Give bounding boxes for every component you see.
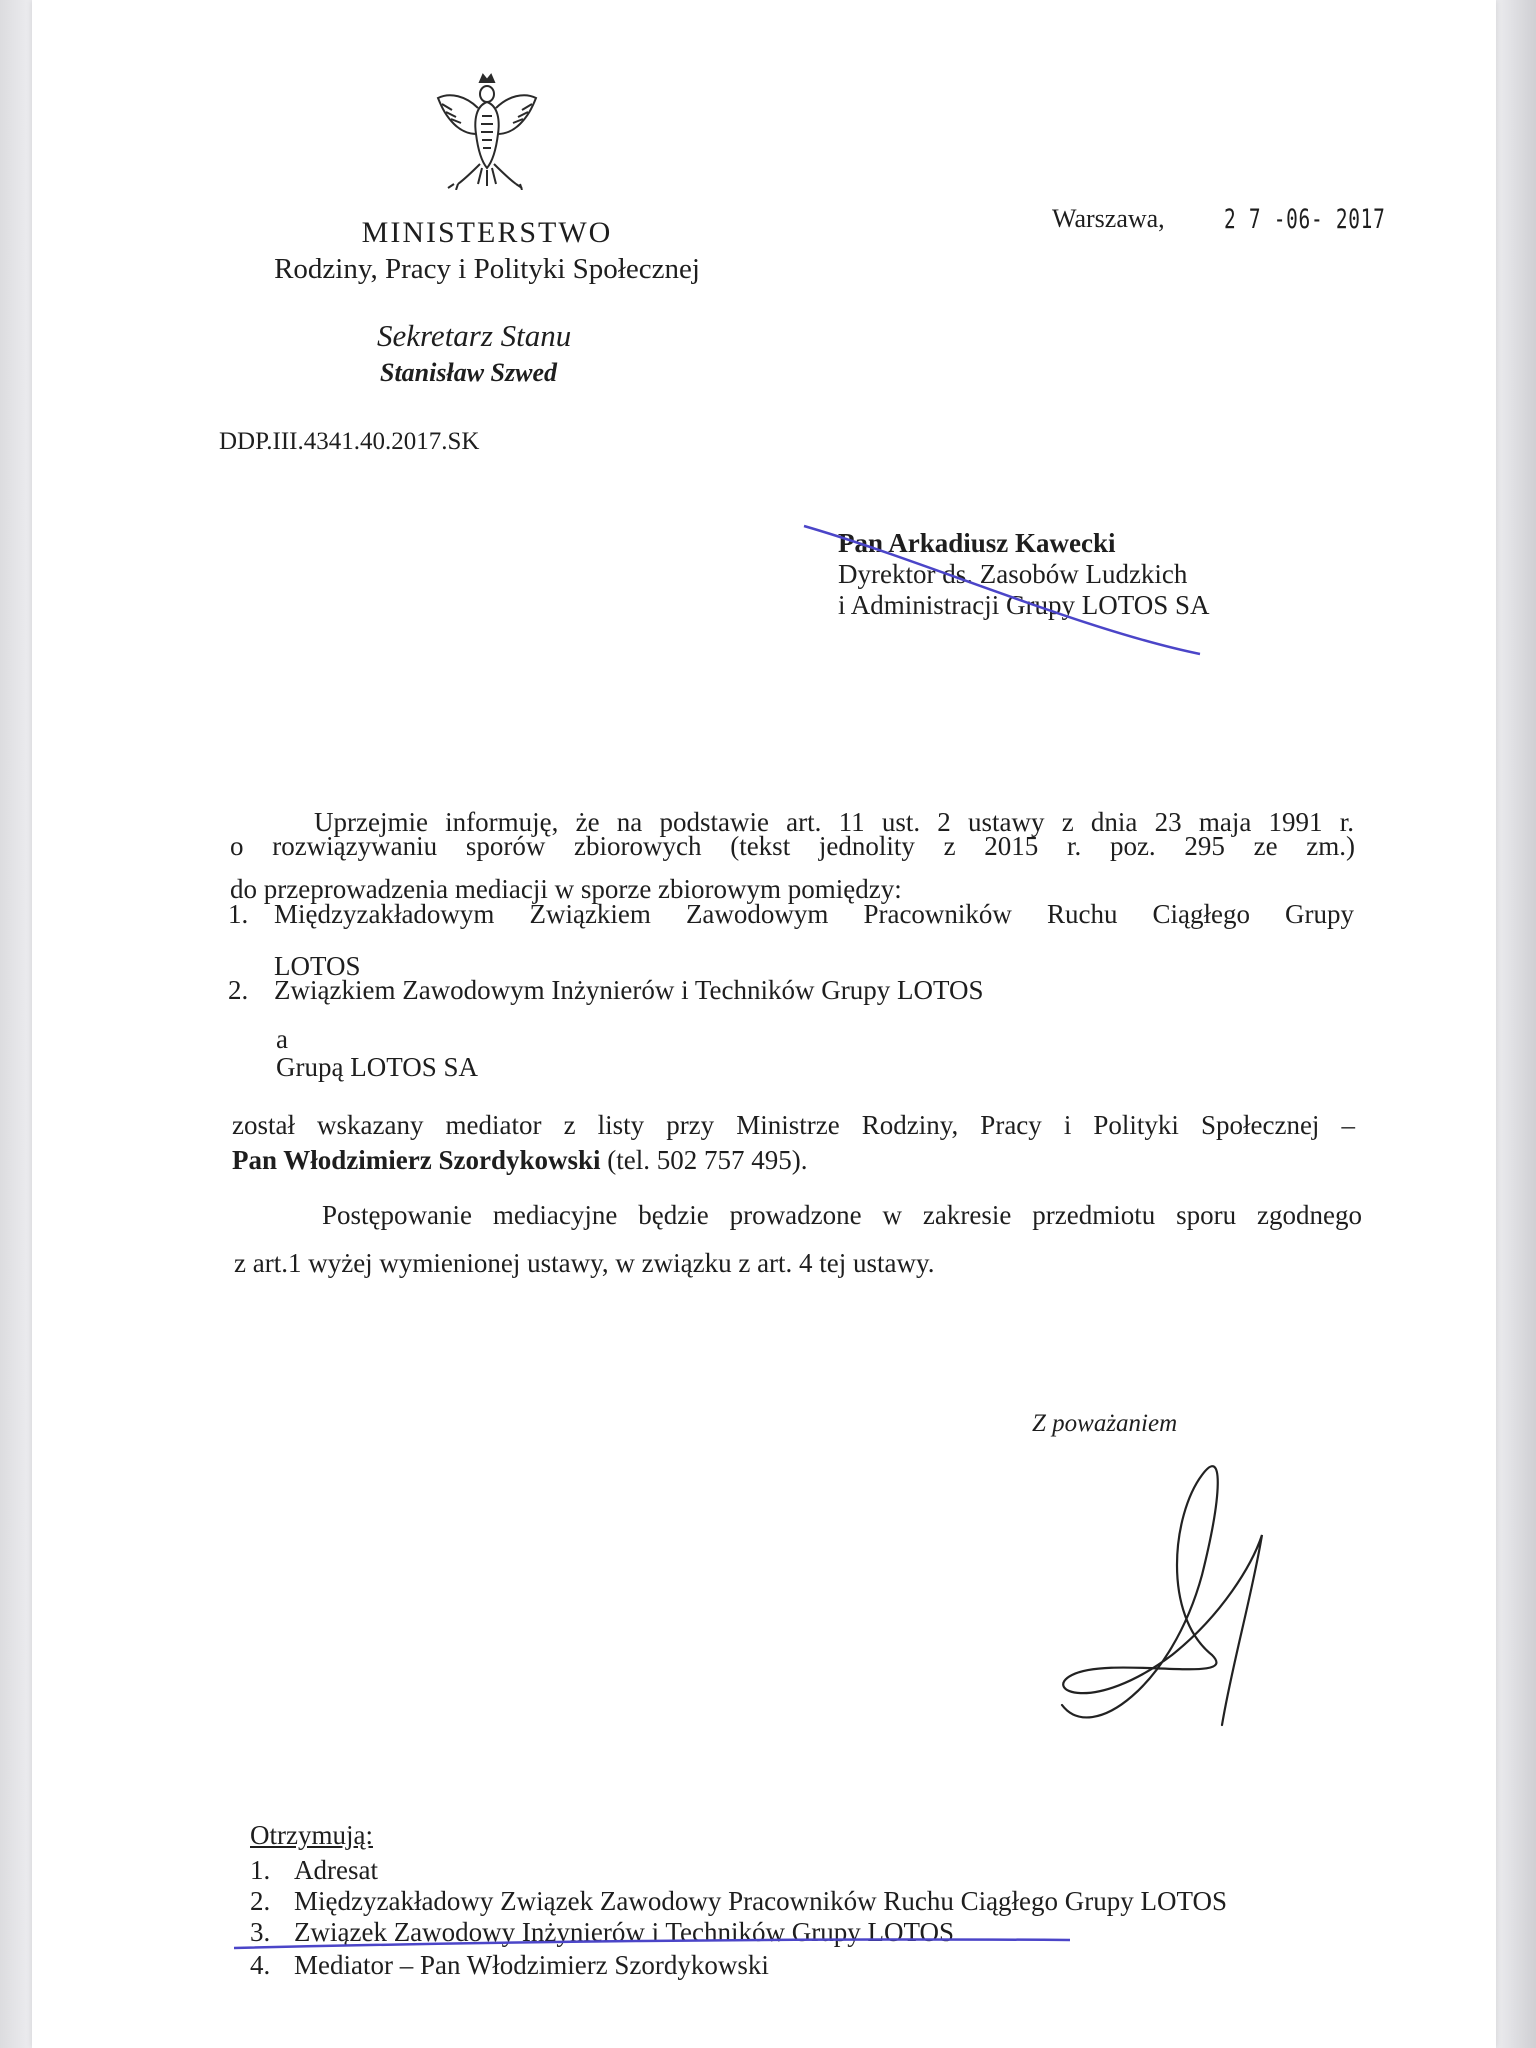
list-item-number: 1. [228,899,249,929]
ministry-title: MINISTERSTWO [361,216,613,249]
paragraph-3-line-1: Postępowanie mediacyjne będzie prowadzone w zakresie przedmiotu sporu zgodnego [322,1200,1362,1230]
list-item-text: Międzyzakładowym Związkiem Zawodowym Pracowników Ruchu Ciągłego Grupy [274,899,1354,929]
paragraph-3-line-2: z art.1 wyżej wymienionej ustawy, w związku z art. 4 tej ustawy. [234,1248,935,1278]
secretary-title: Sekretarz Stanu [377,318,572,353]
pen-strike-mark [802,520,1202,660]
closing-phrase: Z poważaniem [1032,1410,1178,1437]
secretary-name: Stanisław Szwed [380,358,558,387]
paragraph-1-line-3: do przeprowadzenia mediacji w sporze zbiorowym pomiędzy: [230,874,902,904]
recipient-number: 2. [250,1886,271,1916]
reference-number: DDP.III.4341.40.2017.SK [219,428,480,455]
addressee-line-1: Dyrektor ds. Zasobów Ludzkich [838,559,1188,589]
eagle-emblem-icon [432,72,542,190]
paragraph-2-line-2 [232,1145,808,1176]
recipients-title: Otrzymują: [250,1820,373,1850]
recipient-number: 3. [250,1917,271,1947]
city: Warszawa, [1052,204,1165,233]
recipient-item: Związek Zawodowy Inżynierów i Techników Grupy LOTOS [294,1917,954,1947]
letter-page [32,0,1496,2048]
recipient-number: 4. [250,1950,271,1980]
addressee-line-2: i Administracji Grupy LOTOS SA [838,590,1210,620]
mediator-phone: (tel. 502 757 495). [600,1145,808,1175]
viewer-left-edge [0,0,32,2048]
paragraph-1-line-2: o rozwiązywaniu sporów zbiorowych (tekst jednolity z 2015 r. poz. 295 ze zm.) [230,831,1355,861]
handwritten-signature [1052,1455,1302,1745]
list-item-text: Związkiem Zawodowym Inżynierów i Techników Grupy LOTOS [274,975,984,1005]
pen-underline-mark [232,1928,1072,1958]
addressee-name: Pan Arkadiusz Kawecki [838,528,1116,558]
list-item-number: 2. [228,975,249,1005]
viewer-right-edge [1496,0,1536,2048]
counterparty: Grupą LOTOS SA [276,1052,478,1082]
paragraph-2-line-1: został wskazany mediator z listy przy Ministrze Rodziny, Pracy i Polityki Społecznej – [232,1110,1355,1140]
date-stamp: 2 7 -06- 2017 [1224,204,1386,235]
list-item-continuation: LOTOS [274,951,361,981]
recipient-item: Mediator – Pan Włodzimierz Szordykowski [294,1950,769,1980]
recipient-number: 1. [250,1855,271,1885]
paragraph-1-line-1: Uprzejmie informuję, że na podstawie art. 11 ust. 2 ustawy z dnia 23 maja 1991 r. [314,807,1354,837]
recipient-item: Międzyzakładowy Związek Zawodowy Pracowników Ruchu Ciągłego Grupy LOTOS [294,1886,1228,1916]
mediator-name: Pan Włodzimierz Szordykowski [232,1145,601,1175]
recipient-item: Adresat [294,1855,378,1885]
conjunction: a [276,1024,288,1054]
ministry-subtitle: Rodziny, Pracy i Polityki Społecznej [274,253,700,285]
